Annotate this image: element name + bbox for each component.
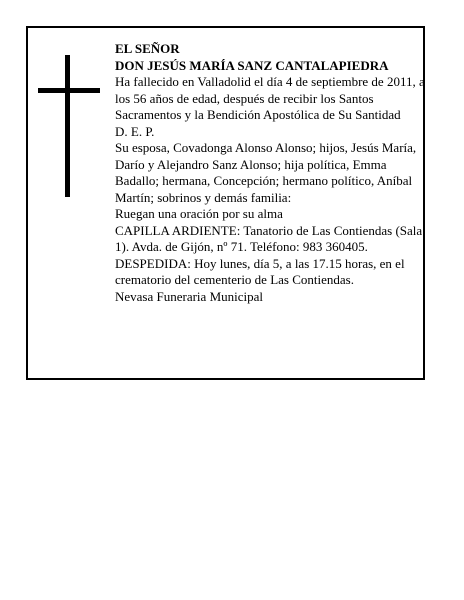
- death-statement: Ha fallecido en Valladolid el día 4 de septiembre de 2011, a los 56 años de edad, después de recibir los Santos Sacramentos y la Bendición Apostólica de Su Santidad: [115, 74, 425, 122]
- deceased-name: DON JESÚS MARÍA SANZ CANTALAPIEDRA: [115, 57, 389, 73]
- chapel-info: CAPILLA ARDIENTE: Tanatorio de Las Contiendas (Sala 1). Avda. de Gijón, nº 71. Teléfono: 983 360405.: [115, 222, 423, 254]
- heading-title: EL SEÑOR: [115, 41, 180, 56]
- notice-text-block: [115, 41, 427, 305]
- prayer-request: Ruegan una oración por su alma: [115, 206, 283, 221]
- obituary-notice: [26, 26, 425, 380]
- cross-vertical-bar: [65, 55, 70, 197]
- cross-horizontal-bar: [38, 88, 100, 93]
- cross-icon: [38, 55, 100, 197]
- rip-line: D. E. P.: [115, 123, 155, 139]
- farewell-info: DESPEDIDA: Hoy lunes, día 5, a las 17.15 horas, en el crematorio del cementerio de Las Contiendas.: [115, 255, 405, 287]
- funeral-home: Nevasa Funeraria Municipal: [115, 288, 264, 304]
- family-list: Su esposa, Covadonga Alonso Alonso; hijos, Jesús María, Darío y Alejandro Sanz Alonso; hija política, Emma Badallo; hermana, Concepción; hermano político, Aníbal Martín; sobrinos y demás familia:: [115, 140, 417, 205]
